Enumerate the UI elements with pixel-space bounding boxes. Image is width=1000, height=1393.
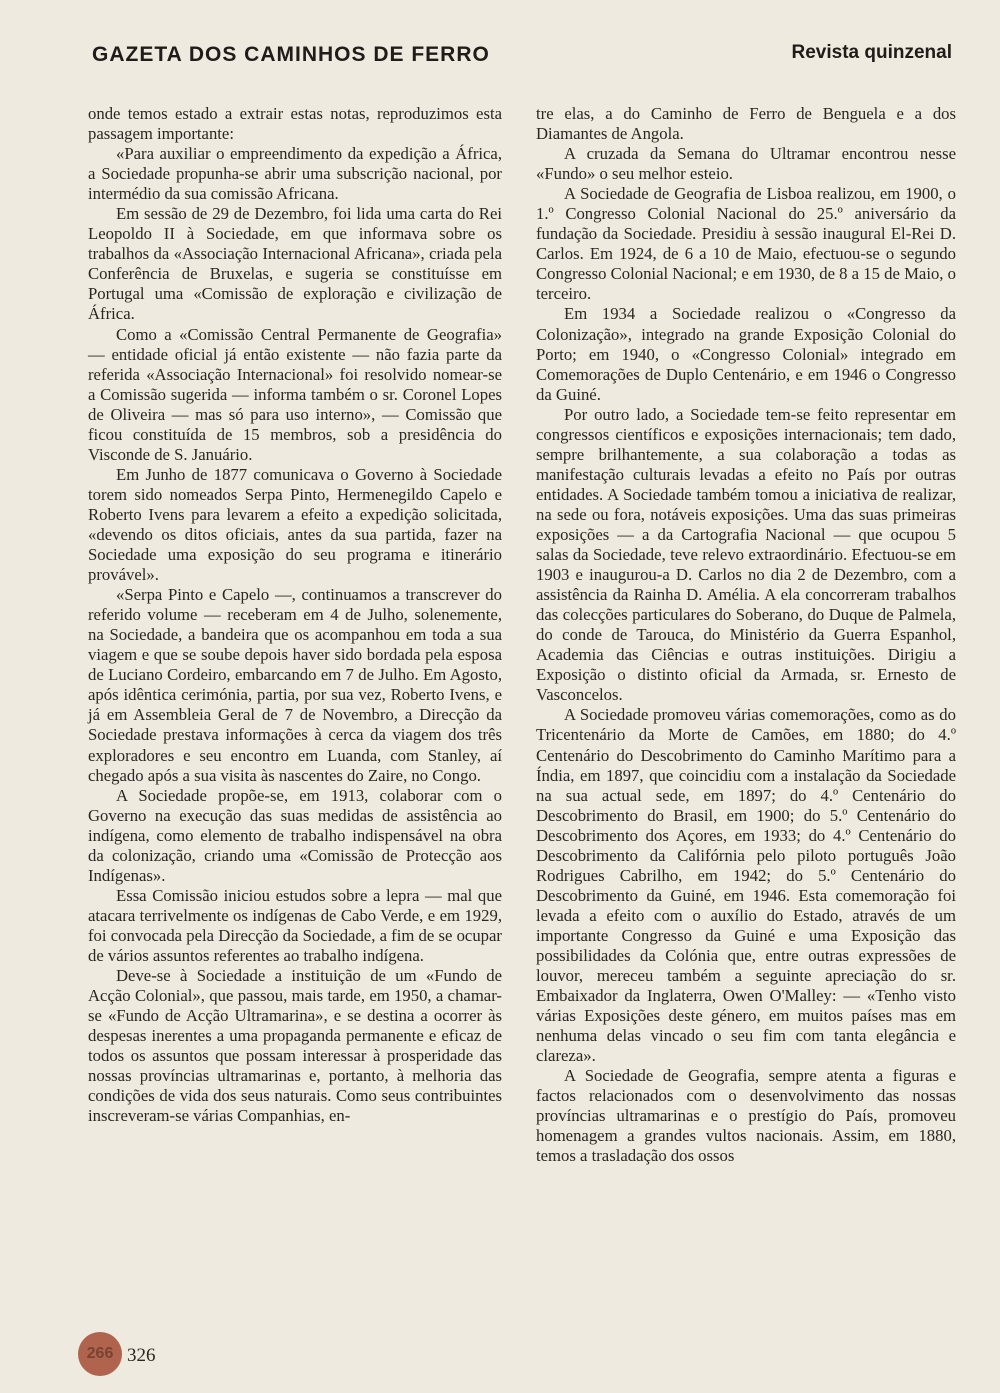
page-stamp: 266	[78, 1332, 122, 1376]
paragraph: onde temos estado a extrair estas notas, reproduzimos esta passagem importante:	[88, 104, 502, 144]
paragraph: A Sociedade promoveu várias comemorações, como as do Tricentenário da Morte de Camões, em 1880; do 4.º Centenário do Descobrimento do Caminho Marítimo para a Índia, em 1897, que coincidiu com a instalação da Sociedade na sua actual sede, em 1897; do 4.º Centenário do Descobrimento do Brasil, em 1900; do 5.º Centenário do Descobrimento dos Açores, em 1933; do 4.º Centenário do Descobrimento da Califórnia pelo piloto português João Rodrigues Cabrilho, em 1942; do 5.º Centenário do Descobrimento da Guiné, em 1946. Esta comemoração foi levada a efeito com o auxílio do Estado, através de um importante Congresso da Guiné e uma Exposição das possibilidades da Colónia que, entre outras expressões de louvor, mereceu também a seguinte apreciação do sr. Embaixador da Inglaterra, Owen O'Malley: — «Tenho visto várias Exposições deste género, em muitos países mas em nenhuma delas vincado o seu fim com tanta elegância e clareza».	[536, 705, 956, 1066]
paragraph: tre elas, a do Caminho de Ferro de Benguela e a dos Diamantes de Angola.	[536, 104, 956, 144]
left-text-column	[88, 104, 502, 1126]
paragraph: Em Junho de 1877 comunicava o Governo à Sociedade torem sido nomeados Serpa Pinto, Hermenegildo Capelo e Roberto Ivens para levarem a efeito a expedição solicitada, «devendo os ditos oficiais, antes da sua partida, fazer na Sociedade uma exposição do seu programa e itinerário provável».	[88, 464, 502, 585]
paragraph: Em sessão de 29 de Dezembro, foi lida uma carta do Rei Leopoldo II à Sociedade, em que informava sobre os trabalhos da «Associação Internacional Africana», criada pela Conferência de Bruxelas, e sugeria se constituísse em Portugal uma «Comissão de exploração e civilização de África.	[88, 204, 502, 324]
paragraph: A Sociedade propõe-se, em 1913, colaborar com o Governo na execução das suas medidas de assistência ao indígena, como elemento de trabalho indispensável na obra da colonização, criando uma «Comissão de Protecção aos Indígenas».	[88, 785, 502, 885]
page-header-title: GAZETA DOS CAMINHOS DE FERRO	[92, 43, 490, 66]
right-text-column	[536, 104, 956, 1166]
paragraph: Como a «Comissão Central Permanente de Geografia» — entidade oficial já então existente — não fazia parte da referida «Associação Internacional» foi resolvido nomear-se a Comissão sugerida — informa também o sr. Coronel Lopes de Oliveira — mas só para uso interno», — Comissão que ficou constituída de 15 membros, sob a presidência do Visconde de S. Januário.	[88, 324, 502, 464]
paragraph: Deve-se à Sociedade a instituição de um «Fundo de Acção Colonial», que passou, mais tarde, em 1950, a chamar-se «Fundo de Acção Ultramarina», e se destina a ocorrer às despesas inerentes a uma propaganda permanente e eficaz de todos os assuntos que possam interessar à prosperidade das nossas províncias ultramarinas e, portanto, à melhoria das condições de vida dos seus naturais. Como seus contribuintes inscreveram-se várias Companhias, en-	[88, 966, 502, 1126]
paragraph: Essa Comissão iniciou estudos sobre a lepra — mal que atacara terrivelmente os indígenas de Cabo Verde, e em 1929, foi convocada pela Direcção da Sociedade, a fim de se ocupar de vários assuntos referentes ao trabalho indígena.	[88, 885, 502, 965]
paragraph: A cruzada da Semana do Ultramar encontrou nesse «Fundo» o seu melhor esteio.	[536, 144, 956, 184]
paragraph: A Sociedade de Geografia, sempre atenta a figuras e factos relacionados com o desenvolvimento das nossas províncias ultramarinas e o prestígio do País, promoveu homenagem a grandes vultos nacionais. Assim, em 1880, temos a trasladação dos ossos	[536, 1066, 956, 1166]
paragraph: Por outro lado, a Sociedade tem-se feito representar em congressos científicos e exposições internacionais; tem dado, sempre brilhantemente, a sua colaboração a todas as manifestação culturais levadas a efeito no País por outras entidades. A Sociedade também tomou a iniciativa de realizar, na sede ou fora, notáveis exposições. Uma das suas primeiras exposições — a da Cartografia Nacional — que ocupou 5 salas da Sociedade, teve relevo extraordinário. Efectuou-se em 1903 e inaugurou-a D. Carlos no dia 2 de Dezembro, com a assistência da Rainha D. Amélia. A ela concorreram trabalhos das colecções particulares do Soberano, do Duque de Palmela, do conde de Tarouca, do Ministério da Guerra Espanhol, Academia das Ciências e outras instituições. Dirigiu a Exposição o distinto oficial da Armada, sr. Ernesto de Vasconcelos.	[536, 404, 956, 705]
paragraph: A Sociedade de Geografia de Lisboa realizou, em 1900, o 1.º Congresso Colonial Nacional do 25.º aniversário da fundação da Sociedade. Presidiu à sessão inaugural El-Rei D. Carlos. Em 1924, de 6 a 10 de Maio, efectuou-se o segundo Congresso Colonial Nacional; e em 1930, de 8 a 15 de Maio, o terceiro.	[536, 184, 956, 304]
paragraph: «Serpa Pinto e Capelo —, continuamos a transcrever do referido volume — receberam em 4 de Julho, solenemente, na Sociedade, a bandeira que os acompanhou em toda a sua viagem e que se soube depois haver sido bordada pela esposa de Luciano Cordeiro, embarcando em 7 de Julho. Em Agosto, após idêntica cerimónia, partia, por sua vez, Roberto Ivens, e já em Assembleia Geral de 7 de Novembro, a Direcção da Sociedade prestava informações à cerca da viagem dos três exploradores e seu encontro em Luanda, com Stanley, aí chegado após a sua visita às nascentes do Zaire, no Congo.	[88, 585, 502, 785]
page-header-subtitle: Revista quinzenal	[791, 42, 952, 63]
paragraph: Em 1934 a Sociedade realizou o «Congresso da Colonização», integrado na grande Exposição Colonial do Porto; em 1940, o «Congresso Colonial» integrado em Comemorações de Duplo Centenário, e em 1946 o Congresso da Guiné.	[536, 304, 956, 404]
page-number: 326	[127, 1345, 156, 1366]
paragraph: «Para auxiliar o empreendimento da expedição a África, a Sociedade propunha-se abrir uma subscrição nacional, por intermédio da sua comissão Africana.	[88, 144, 502, 204]
